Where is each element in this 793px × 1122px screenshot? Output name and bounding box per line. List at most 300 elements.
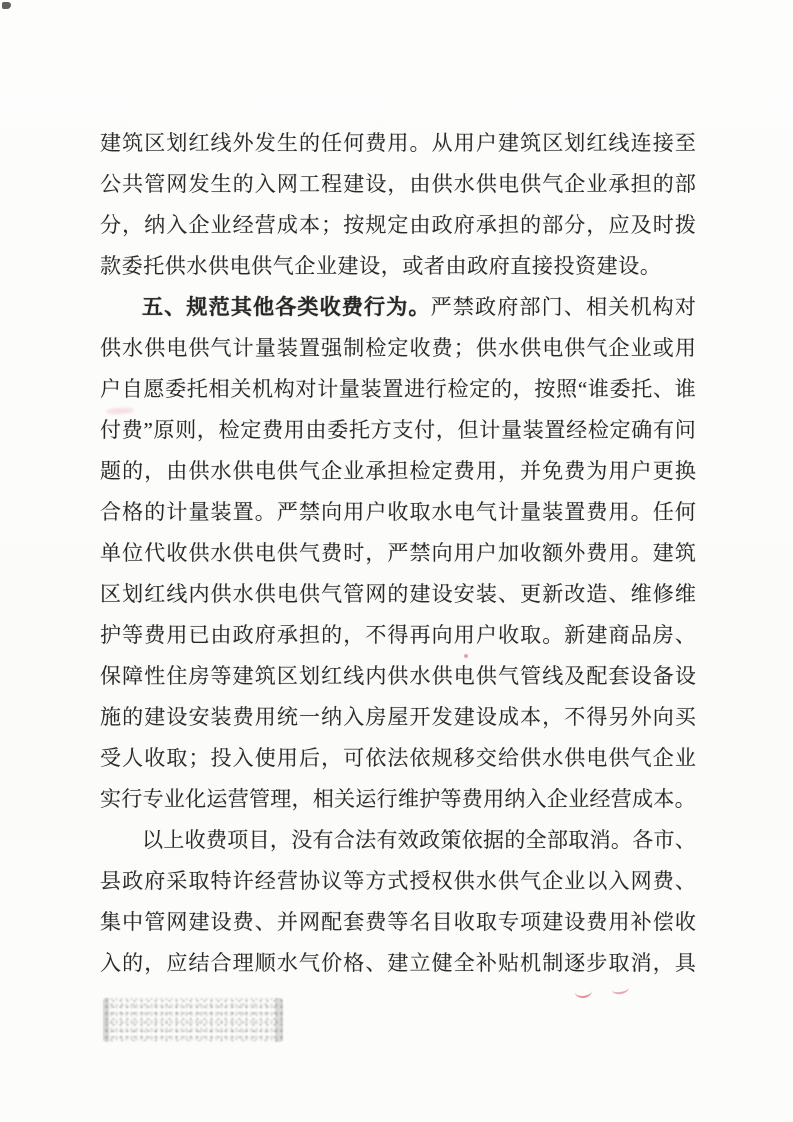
body-char: 消	[589, 828, 611, 852]
body-char: 向	[321, 500, 343, 524]
body-char: 由	[409, 213, 431, 237]
body-char: 以	[142, 828, 163, 852]
text-line	[100, 697, 696, 738]
body-char: 托	[186, 377, 208, 401]
body-char: 网	[298, 910, 320, 934]
body-char: 格	[343, 951, 365, 975]
body-char: ，	[435, 418, 457, 442]
body-char: 收	[387, 500, 409, 524]
body-char: 设	[475, 705, 497, 729]
body-char: 收	[144, 746, 166, 770]
body-char: 护	[100, 623, 121, 647]
body-char: 一	[298, 705, 320, 729]
body-char: 电	[166, 336, 188, 360]
body-char: 府	[453, 213, 475, 237]
body-char: 检	[587, 418, 609, 442]
body-char: 网	[365, 582, 387, 606]
body-char: 护	[419, 787, 441, 811]
body-char: 用	[453, 623, 475, 647]
body-char: 中	[122, 910, 144, 934]
body-char: ，	[144, 951, 166, 975]
body-char: 户	[475, 131, 497, 155]
body-char: 水	[276, 951, 298, 975]
body-char: 新	[542, 582, 564, 606]
body-char: 计	[497, 500, 519, 524]
body-char: 修	[652, 582, 674, 606]
body-char: 管	[248, 787, 270, 811]
body-char: 红	[586, 131, 608, 155]
body-char: 政	[431, 213, 453, 237]
body-char: 企	[608, 336, 630, 360]
body-char: 担	[630, 172, 652, 196]
body-char: 套	[608, 664, 630, 688]
body-char: 等	[210, 664, 232, 688]
body-char: 何	[674, 500, 696, 524]
body-char: 业	[564, 869, 586, 893]
body-char: 的	[122, 459, 144, 483]
body-char: 额	[542, 541, 564, 565]
body-char: 及	[630, 213, 652, 237]
body-char: 步	[586, 951, 608, 975]
body-char: 纳	[321, 705, 343, 729]
body-char: 换	[674, 459, 696, 483]
body-char: 筑	[520, 131, 542, 155]
text-line	[100, 656, 696, 697]
body-char: 、	[674, 869, 696, 893]
body-char: 向	[431, 541, 453, 565]
text-line	[100, 779, 696, 820]
body-char: 设	[630, 664, 652, 688]
body-char: 供	[188, 459, 210, 483]
body-char: 上	[163, 828, 185, 852]
body-char: 费	[232, 705, 254, 729]
body-char: ，	[512, 377, 534, 401]
body-char: 并	[276, 910, 298, 934]
body-char: 协	[298, 869, 320, 893]
body-char: 套	[343, 910, 365, 934]
body-char: 线	[343, 664, 365, 688]
body-char: 红	[188, 131, 210, 155]
body-char: 气	[630, 746, 652, 770]
body-char: 有	[376, 828, 398, 852]
body-char: 款	[100, 254, 121, 278]
body-char: 部	[674, 172, 696, 196]
body-char: 内	[365, 664, 387, 688]
body-char: 检	[447, 377, 469, 401]
body-char: 业	[674, 746, 696, 770]
body-char: 门	[541, 295, 563, 319]
body-char: 何	[343, 131, 365, 155]
body-char: 费	[586, 500, 608, 524]
body-char: ；	[188, 746, 210, 770]
body-char: 共	[122, 172, 144, 196]
body-char: ，	[542, 705, 564, 729]
body-char: ，	[144, 459, 166, 483]
body-char: 的	[321, 623, 343, 647]
body-char: 买	[674, 705, 696, 729]
body-char: 业	[630, 336, 652, 360]
body-char: 置	[382, 377, 404, 401]
body-char: 电	[254, 459, 276, 483]
body-char: 的	[232, 172, 254, 196]
body-char: 供	[251, 254, 273, 278]
body-char: 相	[586, 295, 608, 319]
body-char: 移	[453, 746, 475, 770]
body-char: 定	[609, 418, 631, 442]
body-char: 的	[504, 828, 526, 852]
body-char: 供	[188, 336, 210, 360]
body-char: 户	[365, 500, 387, 524]
body-char: 线	[166, 582, 188, 606]
body-char: 置	[544, 418, 566, 442]
body-char: 业	[586, 172, 608, 196]
body-char: 用	[387, 131, 409, 155]
body-char: 筑	[674, 541, 696, 565]
body-char: 结	[188, 951, 210, 975]
body-char: 区	[276, 664, 298, 688]
text-line	[100, 164, 696, 205]
body-char: 对	[295, 377, 317, 401]
body-char: 、	[674, 623, 696, 647]
body-char: 任	[321, 131, 343, 155]
body-char: 接	[531, 254, 553, 278]
body-char: 关	[334, 787, 356, 811]
heading-char: 行	[364, 296, 386, 319]
body-char: ，	[321, 746, 343, 770]
body-char: 供	[520, 746, 542, 770]
body-char: 依	[365, 746, 387, 770]
heading-char: 其	[230, 296, 252, 319]
body-char: 承	[276, 623, 298, 647]
body-char: 另	[608, 705, 630, 729]
body-char: 电	[497, 172, 519, 196]
body-char: 效	[397, 828, 419, 852]
body-char: 维	[397, 787, 419, 811]
body-char: 行	[376, 787, 398, 811]
body-char: 装	[210, 705, 232, 729]
body-char: 运	[206, 787, 228, 811]
body-char: 水	[122, 336, 144, 360]
body-char: 。	[674, 787, 696, 811]
body-char: 部	[546, 828, 568, 852]
heading-char: 各	[275, 296, 297, 319]
body-char: 市	[653, 828, 675, 852]
body-char: 至	[674, 131, 696, 155]
body-char: 检	[409, 459, 431, 483]
pen-mark-dash-artifact	[612, 986, 630, 996]
body-char: 接	[652, 131, 674, 155]
body-char: 者	[423, 254, 445, 278]
body-char: 投	[553, 254, 575, 278]
body-char: 电	[229, 254, 251, 278]
body-char: 、	[254, 910, 276, 934]
body-char: 的	[298, 131, 320, 155]
body-char: 给	[497, 746, 519, 770]
body-char: 设	[166, 705, 188, 729]
body-char: 制	[343, 336, 365, 360]
body-char: 实	[100, 787, 121, 811]
body-char: 托	[143, 254, 165, 278]
body-char: 。	[639, 254, 661, 278]
body-char: 合	[333, 828, 355, 852]
body-char: 偿	[652, 910, 674, 934]
body-char: 付	[100, 418, 121, 442]
body-char: 供	[232, 459, 254, 483]
body-char: 入	[232, 746, 254, 770]
body-char: 进	[404, 377, 426, 401]
body-char: 从	[431, 131, 453, 155]
body-char: 严	[276, 500, 298, 524]
body-char: 供	[100, 336, 121, 360]
body-char: 交	[475, 746, 497, 770]
heading-char: 、	[164, 296, 186, 319]
body-char: 供	[188, 541, 210, 565]
body-char: 纳	[144, 213, 166, 237]
body-char: 取	[166, 746, 188, 770]
body-char: 健	[431, 951, 453, 975]
body-char: 或	[402, 254, 424, 278]
body-char: 用	[608, 459, 630, 483]
body-char: 按	[534, 377, 556, 401]
body-char: 费	[564, 459, 586, 483]
body-char: 已	[188, 623, 210, 647]
body-char: 拨	[674, 213, 696, 237]
body-char: 户	[475, 623, 497, 647]
body-char: “	[577, 377, 588, 401]
body-char: 向	[431, 623, 453, 647]
text-line	[100, 246, 696, 287]
text-line	[100, 369, 696, 410]
text-line	[100, 410, 696, 451]
body-char: 目	[248, 828, 270, 852]
body-char: 法	[387, 746, 409, 770]
body-char: 供	[254, 582, 276, 606]
body-char: 取	[520, 623, 542, 647]
body-char: 没	[291, 828, 313, 852]
body-char: 为	[586, 459, 608, 483]
body-char: 行	[121, 787, 143, 811]
body-char: 贴	[497, 951, 519, 975]
body-char: 费	[431, 336, 453, 360]
body-char: 托	[631, 377, 653, 401]
body-char: 定	[240, 418, 262, 442]
body-char: 营	[276, 869, 298, 893]
body-char: 人	[122, 746, 144, 770]
text-line	[100, 287, 696, 328]
body-char: 位	[122, 541, 144, 565]
body-char: 管	[144, 910, 166, 934]
body-char: 构	[273, 377, 295, 401]
body-char: 气	[497, 664, 519, 688]
body-char: ，	[586, 213, 608, 237]
body-char: 气	[586, 336, 608, 360]
body-char: 量	[520, 500, 542, 524]
body-char: 装	[210, 500, 232, 524]
body-char: 气	[520, 869, 542, 893]
body-char: 费	[586, 910, 608, 934]
body-char: 依	[409, 746, 431, 770]
body-char: 直	[510, 254, 532, 278]
body-char: 制	[542, 951, 564, 975]
body-char: 关	[608, 295, 630, 319]
text-line	[100, 574, 696, 615]
body-char: 企	[294, 254, 316, 278]
heading-char: 费	[341, 296, 363, 319]
body-char: 任	[652, 500, 674, 524]
body-char: 。	[630, 541, 652, 565]
body-char: 网	[630, 869, 652, 893]
body-char: 取	[568, 828, 590, 852]
body-char: 补	[630, 910, 652, 934]
body-char: 、	[497, 582, 519, 606]
text-line	[100, 738, 696, 779]
body-char: 发	[254, 131, 276, 155]
text-line	[100, 615, 696, 656]
body-char: 以	[586, 869, 608, 893]
body-char: 外	[564, 541, 586, 565]
body-char: 定	[387, 213, 409, 237]
body-char: 用	[608, 910, 630, 934]
body-char: 企	[546, 787, 568, 811]
body-char: 费	[121, 418, 143, 442]
body-char: 新	[564, 623, 586, 647]
heading-char: 规	[186, 296, 208, 319]
body-char: ，	[365, 541, 387, 565]
body-char: 配	[321, 910, 343, 934]
body-char: 县	[100, 869, 121, 893]
body-char: 等	[387, 910, 409, 934]
body-char: 目	[431, 910, 453, 934]
body-char: 入	[608, 869, 630, 893]
body-char: 营	[254, 213, 276, 237]
body-char: 理	[232, 951, 254, 975]
body-char: 供	[387, 664, 409, 688]
body-char: 设	[564, 910, 586, 934]
heading-char: 五	[142, 296, 163, 319]
body-char: 得	[586, 705, 608, 729]
body-char: 后	[298, 746, 320, 770]
body-char: 供	[232, 541, 254, 565]
body-char: 用	[608, 500, 630, 524]
body-char: 用	[254, 705, 276, 729]
body-char: 气	[298, 459, 320, 483]
body-char: 府	[254, 623, 276, 647]
body-char: 装	[360, 377, 382, 401]
body-char: 、	[365, 951, 387, 975]
body-char: 供	[475, 336, 497, 360]
body-char: ，	[122, 213, 144, 237]
body-char: 装	[522, 418, 544, 442]
body-char: 规	[431, 746, 453, 770]
body-char: 等	[343, 869, 365, 893]
body-char: 依	[461, 828, 483, 852]
body-char: 屋	[387, 705, 409, 729]
body-char: 得	[387, 623, 409, 647]
body-char: 谁	[674, 377, 696, 401]
body-char: 。	[409, 131, 431, 155]
body-char: 部	[519, 295, 541, 319]
body-char: 定	[431, 459, 453, 483]
body-char: 但	[457, 418, 479, 442]
body-char: 禁	[409, 541, 431, 565]
body-char: 府	[497, 295, 519, 319]
body-char: 时	[652, 213, 674, 237]
body-char: ，	[269, 828, 291, 852]
body-char: 置	[298, 336, 320, 360]
body-char: 、	[563, 295, 585, 319]
body-char: 特	[210, 869, 232, 893]
body-char: 水	[210, 459, 232, 483]
body-char: 企	[652, 746, 674, 770]
body-char: 建	[586, 623, 608, 647]
body-char: 愿	[143, 377, 165, 401]
body-char: 建	[387, 951, 409, 975]
body-char: 入	[254, 172, 276, 196]
body-char: 。	[542, 623, 564, 647]
body-char: 企	[321, 459, 343, 483]
body-char: 区	[542, 131, 564, 155]
body-char: 计	[166, 500, 188, 524]
body-char: 检	[365, 336, 387, 360]
body-char: 费	[205, 828, 227, 852]
text-line	[100, 451, 696, 492]
body-char: 供	[453, 869, 475, 893]
body-char: 电	[254, 541, 276, 565]
body-char: 取	[608, 951, 630, 975]
body-char: 置	[232, 500, 254, 524]
body-char: 关	[230, 377, 252, 401]
body-char: 品	[630, 623, 652, 647]
body-char: 营	[610, 787, 632, 811]
body-char: 取	[188, 869, 210, 893]
body-char: ，	[497, 459, 519, 483]
body-char: 量	[500, 418, 522, 442]
body-char: 免	[542, 459, 564, 483]
body-char: 入	[100, 951, 121, 975]
body-char: 建	[232, 664, 254, 688]
body-char: 有	[653, 418, 675, 442]
body-char: 取	[475, 910, 497, 934]
body-char: 水	[232, 582, 254, 606]
body-char: 划	[122, 582, 144, 606]
body-char: 禁	[298, 500, 320, 524]
body-char: 向	[652, 705, 674, 729]
body-char: 等	[440, 787, 462, 811]
body-char: 用	[608, 541, 630, 565]
body-char: 工	[298, 172, 320, 196]
body-char: 费	[262, 418, 284, 442]
body-char: ，	[387, 172, 409, 196]
body-char: 气	[298, 951, 320, 975]
body-char: 府	[144, 869, 166, 893]
body-char: 理	[270, 787, 292, 811]
body-char: 行	[425, 377, 447, 401]
body-char: 计	[479, 418, 501, 442]
body-char: ，	[380, 254, 402, 278]
body-char: 设	[365, 172, 387, 196]
body-char: 强	[321, 336, 343, 360]
body-char: 改	[564, 582, 586, 606]
body-char: 收	[497, 623, 519, 647]
body-char: 本	[520, 705, 542, 729]
body-char: 定	[387, 336, 409, 360]
body-char: 电	[542, 336, 564, 360]
body-char: 承	[365, 459, 387, 483]
body-char: 费	[365, 131, 387, 155]
body-char: 供	[520, 336, 542, 360]
body-char: 成	[276, 213, 298, 237]
pen-mark-dash-artifact	[575, 989, 593, 998]
